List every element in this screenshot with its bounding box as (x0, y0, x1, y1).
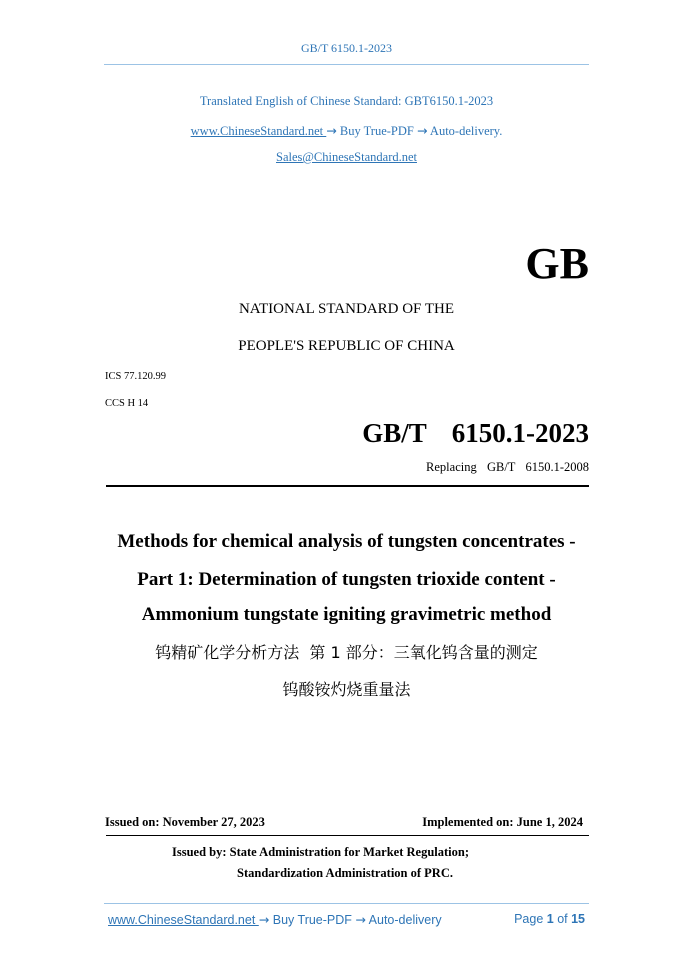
issued-by-line2: Standardization Administration of PRC. (237, 866, 453, 880)
implemented-on: Implemented on: June 1, 2024 (422, 815, 583, 829)
issued-by-line1: Issued by: State Administration for Market Regulation; (172, 845, 469, 859)
buy-text: Buy True-PDF (336, 124, 417, 138)
title-divider (106, 485, 589, 487)
translation-note: Translated English of Chinese Standard: GBT6150.1-2023 (199, 94, 494, 108)
footer-website-link[interactable]: www.ChineseStandard.net (108, 913, 259, 927)
page-indicator (514, 912, 585, 926)
footer-delivery-text: Auto-delivery (365, 913, 442, 927)
arrow-right-icon: → (355, 912, 366, 927)
ccs-code: CCS H 14 (105, 398, 149, 409)
title-line1: Methods for chemical analysis of tungsten concentrates - (117, 531, 576, 552)
sales-email-link[interactable]: Sales@ChineseStandard.net (276, 150, 417, 164)
footer-purchase-line (108, 912, 442, 927)
issued-on: Issued on: November 27, 2023 (105, 815, 265, 829)
issue-divider (106, 835, 589, 836)
page-of: of (553, 912, 572, 926)
arrow-right-icon: → (326, 123, 337, 138)
arrow-right-icon: → (258, 912, 270, 927)
ics-code: ICS 77.120.99 (105, 371, 166, 382)
delivery-text: Auto-delivery. (427, 124, 503, 138)
sales-line (0, 150, 693, 165)
title-line3: Ammonium tungstate igniting gravimetric method (141, 604, 552, 625)
standard-number: GB/T 6150.1-2023 (362, 418, 589, 448)
footer-divider (104, 903, 589, 904)
page-label: Page (514, 912, 547, 926)
title-cn-line1: 钨精矿化学分析方法 第 1 部分：三氧化钨含量的测定 (155, 643, 538, 662)
website-link[interactable]: www.ChineseStandard.net (190, 124, 327, 138)
header-doc-code: GB/T 6150.1-2023 (300, 41, 393, 55)
footer-buy-text: Buy True-PDF (269, 913, 356, 927)
page-total: 15 (571, 912, 585, 926)
replacing-note: Replacing GB/T 6150.1-2008 (426, 460, 589, 474)
arrow-right-icon: → (417, 123, 428, 138)
header-divider (104, 64, 589, 65)
national-standard-line2: PEOPLE'S REPUBLIC OF CHINA (238, 338, 455, 354)
national-standard-line1: NATIONAL STANDARD OF THE (238, 301, 455, 317)
page-current: 1 (546, 912, 554, 926)
purchase-line (0, 123, 693, 139)
title-line2: Part 1: Determination of tungsten trioxide content - (137, 569, 556, 590)
title-cn-line2: 钨酸铵灼烧重量法 (282, 680, 411, 699)
gb-mark: GB (525, 239, 589, 288)
